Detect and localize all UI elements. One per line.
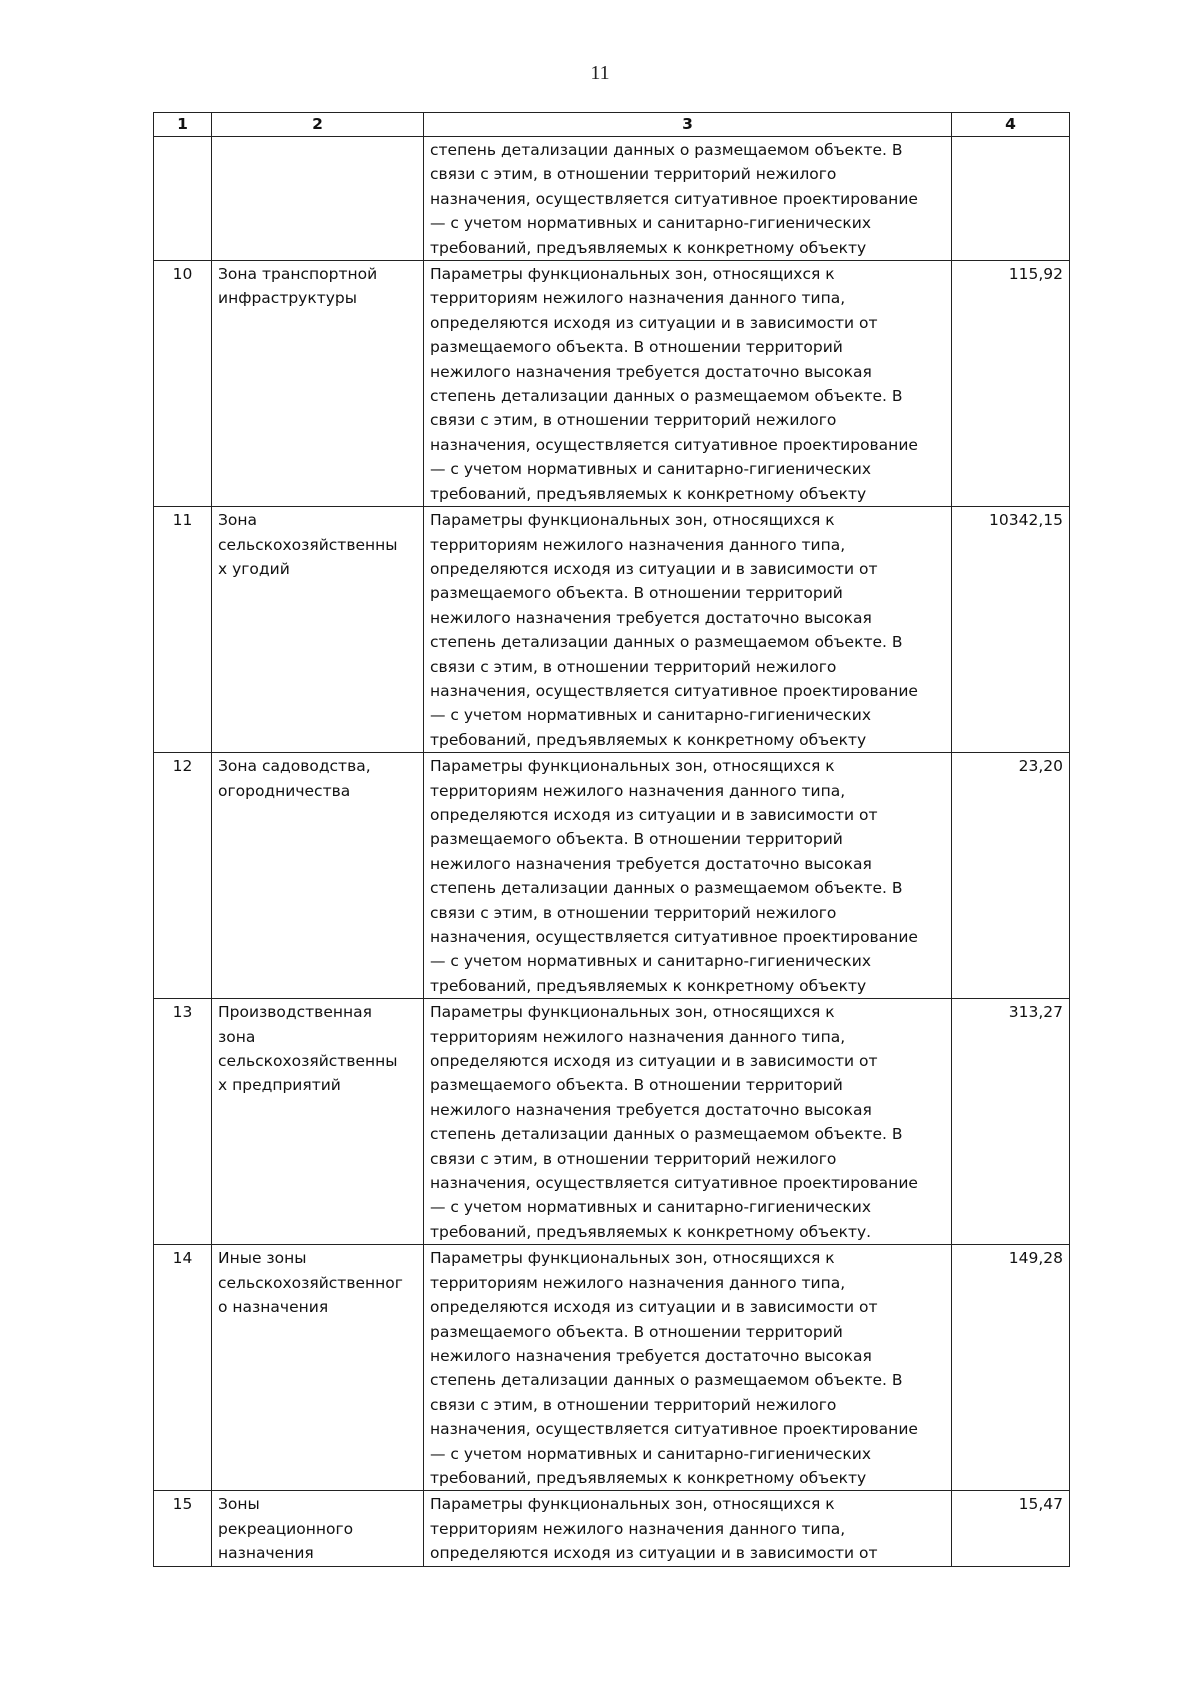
table-header-row [154,113,1070,137]
table-row [154,137,1070,261]
description-line: назначения, осуществляется ситуативное проектирование [430,681,918,700]
description-line: требований, предъявляемых к конкретному объекту [430,238,867,257]
table-row [154,1245,1070,1491]
description-line: степень детализации данных о размещаемом объекте. В [430,879,903,898]
zone-name-line: о назначения [218,1298,329,1317]
description-cell [424,261,952,507]
description-line: размещаемого объекта. В отношении территорий [430,1076,843,1095]
description-line: территориям нежилого назначения данного типа, [430,781,846,800]
row-number-cell: 12 [154,753,212,999]
description-line: территориям нежилого назначения данного типа, [430,289,846,308]
table-row [154,753,1070,999]
description-cell [424,1491,952,1566]
zone-name-cell [212,753,424,999]
zone-name-cell [212,1491,424,1566]
zone-name-line: сельскохозяйственны [218,535,398,554]
area-value-cell [952,137,1070,261]
zone-name-line: х угодий [218,559,290,578]
description-line: требований, предъявляемых к конкретному объекту [430,1468,867,1487]
zone-name-line: Зона транспортной [218,265,378,284]
zone-name-line: назначения [218,1544,314,1563]
description-line: требований, предъявляемых к конкретному объекту. [430,1222,872,1241]
description-line: связи с этим, в отношении территорий нежилого [430,657,837,676]
zone-name-line: х предприятий [218,1076,341,1095]
description-line: размещаемого объекта. В отношении территорий [430,338,843,357]
table-row [154,261,1070,507]
description-line: территориям нежилого назначения данного типа, [430,1027,846,1046]
zone-name-line: Зона [218,511,258,530]
zone-name-line: Производственная [218,1003,372,1022]
description-line: связи с этим, в отношении территорий нежилого [430,1395,837,1414]
zone-name-line: Зона садоводства, [218,757,371,776]
description-line: Параметры функциональных зон, относящихся к [430,757,835,776]
description-line: Параметры функциональных зон, относящихся к [430,511,835,530]
description-line: назначения, осуществляется ситуативное проектирование [430,1174,918,1193]
description-line: степень детализации данных о размещаемом объекте. В [430,141,903,159]
description-line: требований, предъявляемых к конкретному объекту [430,484,867,503]
zone-name-cell [212,507,424,753]
row-number-cell: 11 [154,507,212,753]
column-header: 3 [424,113,952,137]
column-header: 2 [212,113,424,137]
description-line: требований, предъявляемых к конкретному объекту [430,730,867,749]
description-line: — с учетом нормативных и санитарно-гигиенических [430,1198,872,1217]
description-line: размещаемого объекта. В отношении территорий [430,1322,843,1341]
column-header: 1 [154,113,212,137]
row-number-cell: 15 [154,1491,212,1566]
zone-name-line: инфраструктуры [218,289,358,308]
description-line: размещаемого объекта. В отношении территорий [430,584,843,603]
description-line: размещаемого объекта. В отношении территорий [430,830,843,849]
description-line: — с учетом нормативных и санитарно-гигиенических [430,1444,872,1463]
area-value-cell: 15,47 [952,1491,1070,1566]
zone-name-cell [212,1245,424,1491]
description-line: определяются исходя из ситуации и в зависимости от [430,1052,878,1071]
description-line: связи с этим, в отношении территорий нежилого [430,1149,837,1168]
description-line: определяются исходя из ситуации и в зависимости от [430,1298,878,1317]
description-line: территориям нежилого назначения данного типа, [430,1519,846,1538]
description-line: Параметры функциональных зон, относящихся к [430,265,835,284]
description-cell [424,753,952,999]
description-line: связи с этим, в отношении территорий нежилого [430,903,837,922]
description-line: требований, предъявляемых к конкретному объекту [430,976,867,995]
description-line: нежилого назначения требуется достаточно высокая [430,1100,872,1119]
row-number-cell: 10 [154,261,212,507]
zone-name-line: сельскохозяйственны [218,1052,398,1071]
description-line: степень детализации данных о размещаемом объекте. В [430,633,903,652]
zone-name-line: зона [218,1027,256,1046]
column-header: 4 [952,113,1070,137]
zone-name-line: Зоны [218,1495,260,1514]
zone-name-line: сельскохозяйственног [218,1273,403,1292]
description-cell [424,507,952,753]
description-cell [424,137,952,261]
description-line: степень детализации данных о размещаемом объекте. В [430,1125,903,1144]
zones-table [153,112,1070,1567]
description-line: нежилого назначения требуется достаточно высокая [430,1346,872,1365]
description-line: назначения, осуществляется ситуативное проектирование [430,189,918,208]
description-line: определяются исходя из ситуации и в зависимости от [430,313,878,332]
table-row [154,999,1070,1245]
description-line: назначения, осуществляется ситуативное проектирование [430,435,918,454]
description-line: — с учетом нормативных и санитарно-гигиенических [430,214,872,233]
description-line: — с учетом нормативных и санитарно-гигиенических [430,952,872,971]
area-value-cell: 149,28 [952,1245,1070,1491]
description-line: степень детализации данных о размещаемом объекте. В [430,1371,903,1390]
zone-name-line: огородничества [218,781,351,800]
area-value-cell: 10342,15 [952,507,1070,753]
description-line: связи с этим, в отношении территорий нежилого [430,411,837,430]
description-line: территориям нежилого назначения данного типа, [430,535,846,554]
area-value-cell: 115,92 [952,261,1070,507]
zone-name-cell [212,137,424,261]
table-body [154,137,1070,1567]
zone-name-cell [212,261,424,507]
area-value-cell: 23,20 [952,753,1070,999]
description-line: назначения, осуществляется ситуативное проектирование [430,928,918,946]
table-row [154,1491,1070,1566]
zone-name-line: Иные зоны [218,1249,307,1268]
description-line: Параметры функциональных зон, относящихся к [430,1249,835,1268]
zone-name-cell [212,999,424,1245]
table-row [154,507,1070,753]
row-number-cell [154,137,212,261]
description-line: территориям нежилого назначения данного типа, [430,1273,846,1292]
page-number: 11 [590,62,610,84]
description-line: Параметры функциональных зон, относящихся к [430,1495,835,1514]
description-line: степень детализации данных о размещаемом объекте. В [430,387,903,406]
description-line: определяются исходя из ситуации и в зависимости от [430,559,878,578]
description-line: назначения, осуществляется ситуативное проектирование [430,1420,918,1439]
description-line: определяются исходя из ситуации и в зависимости от [430,805,878,824]
description-cell [424,999,952,1245]
zone-name-line: рекреационного [218,1519,354,1538]
description-line: — с учетом нормативных и санитарно-гигиенических [430,706,872,725]
row-number-cell: 13 [154,999,212,1245]
row-number-cell: 14 [154,1245,212,1491]
description-line: нежилого назначения требуется достаточно высокая [430,608,872,627]
area-value-cell: 313,27 [952,999,1070,1245]
description-cell [424,1245,952,1491]
description-line: нежилого назначения требуется достаточно высокая [430,362,872,381]
description-line: Параметры функциональных зон, относящихся к [430,1003,835,1022]
description-line: определяются исходя из ситуации и в зависимости от [430,1544,878,1563]
description-line: нежилого назначения требуется достаточно высокая [430,854,872,873]
description-line: — с учетом нормативных и санитарно-гигиенических [430,460,872,479]
description-line: связи с этим, в отношении территорий нежилого [430,165,837,184]
